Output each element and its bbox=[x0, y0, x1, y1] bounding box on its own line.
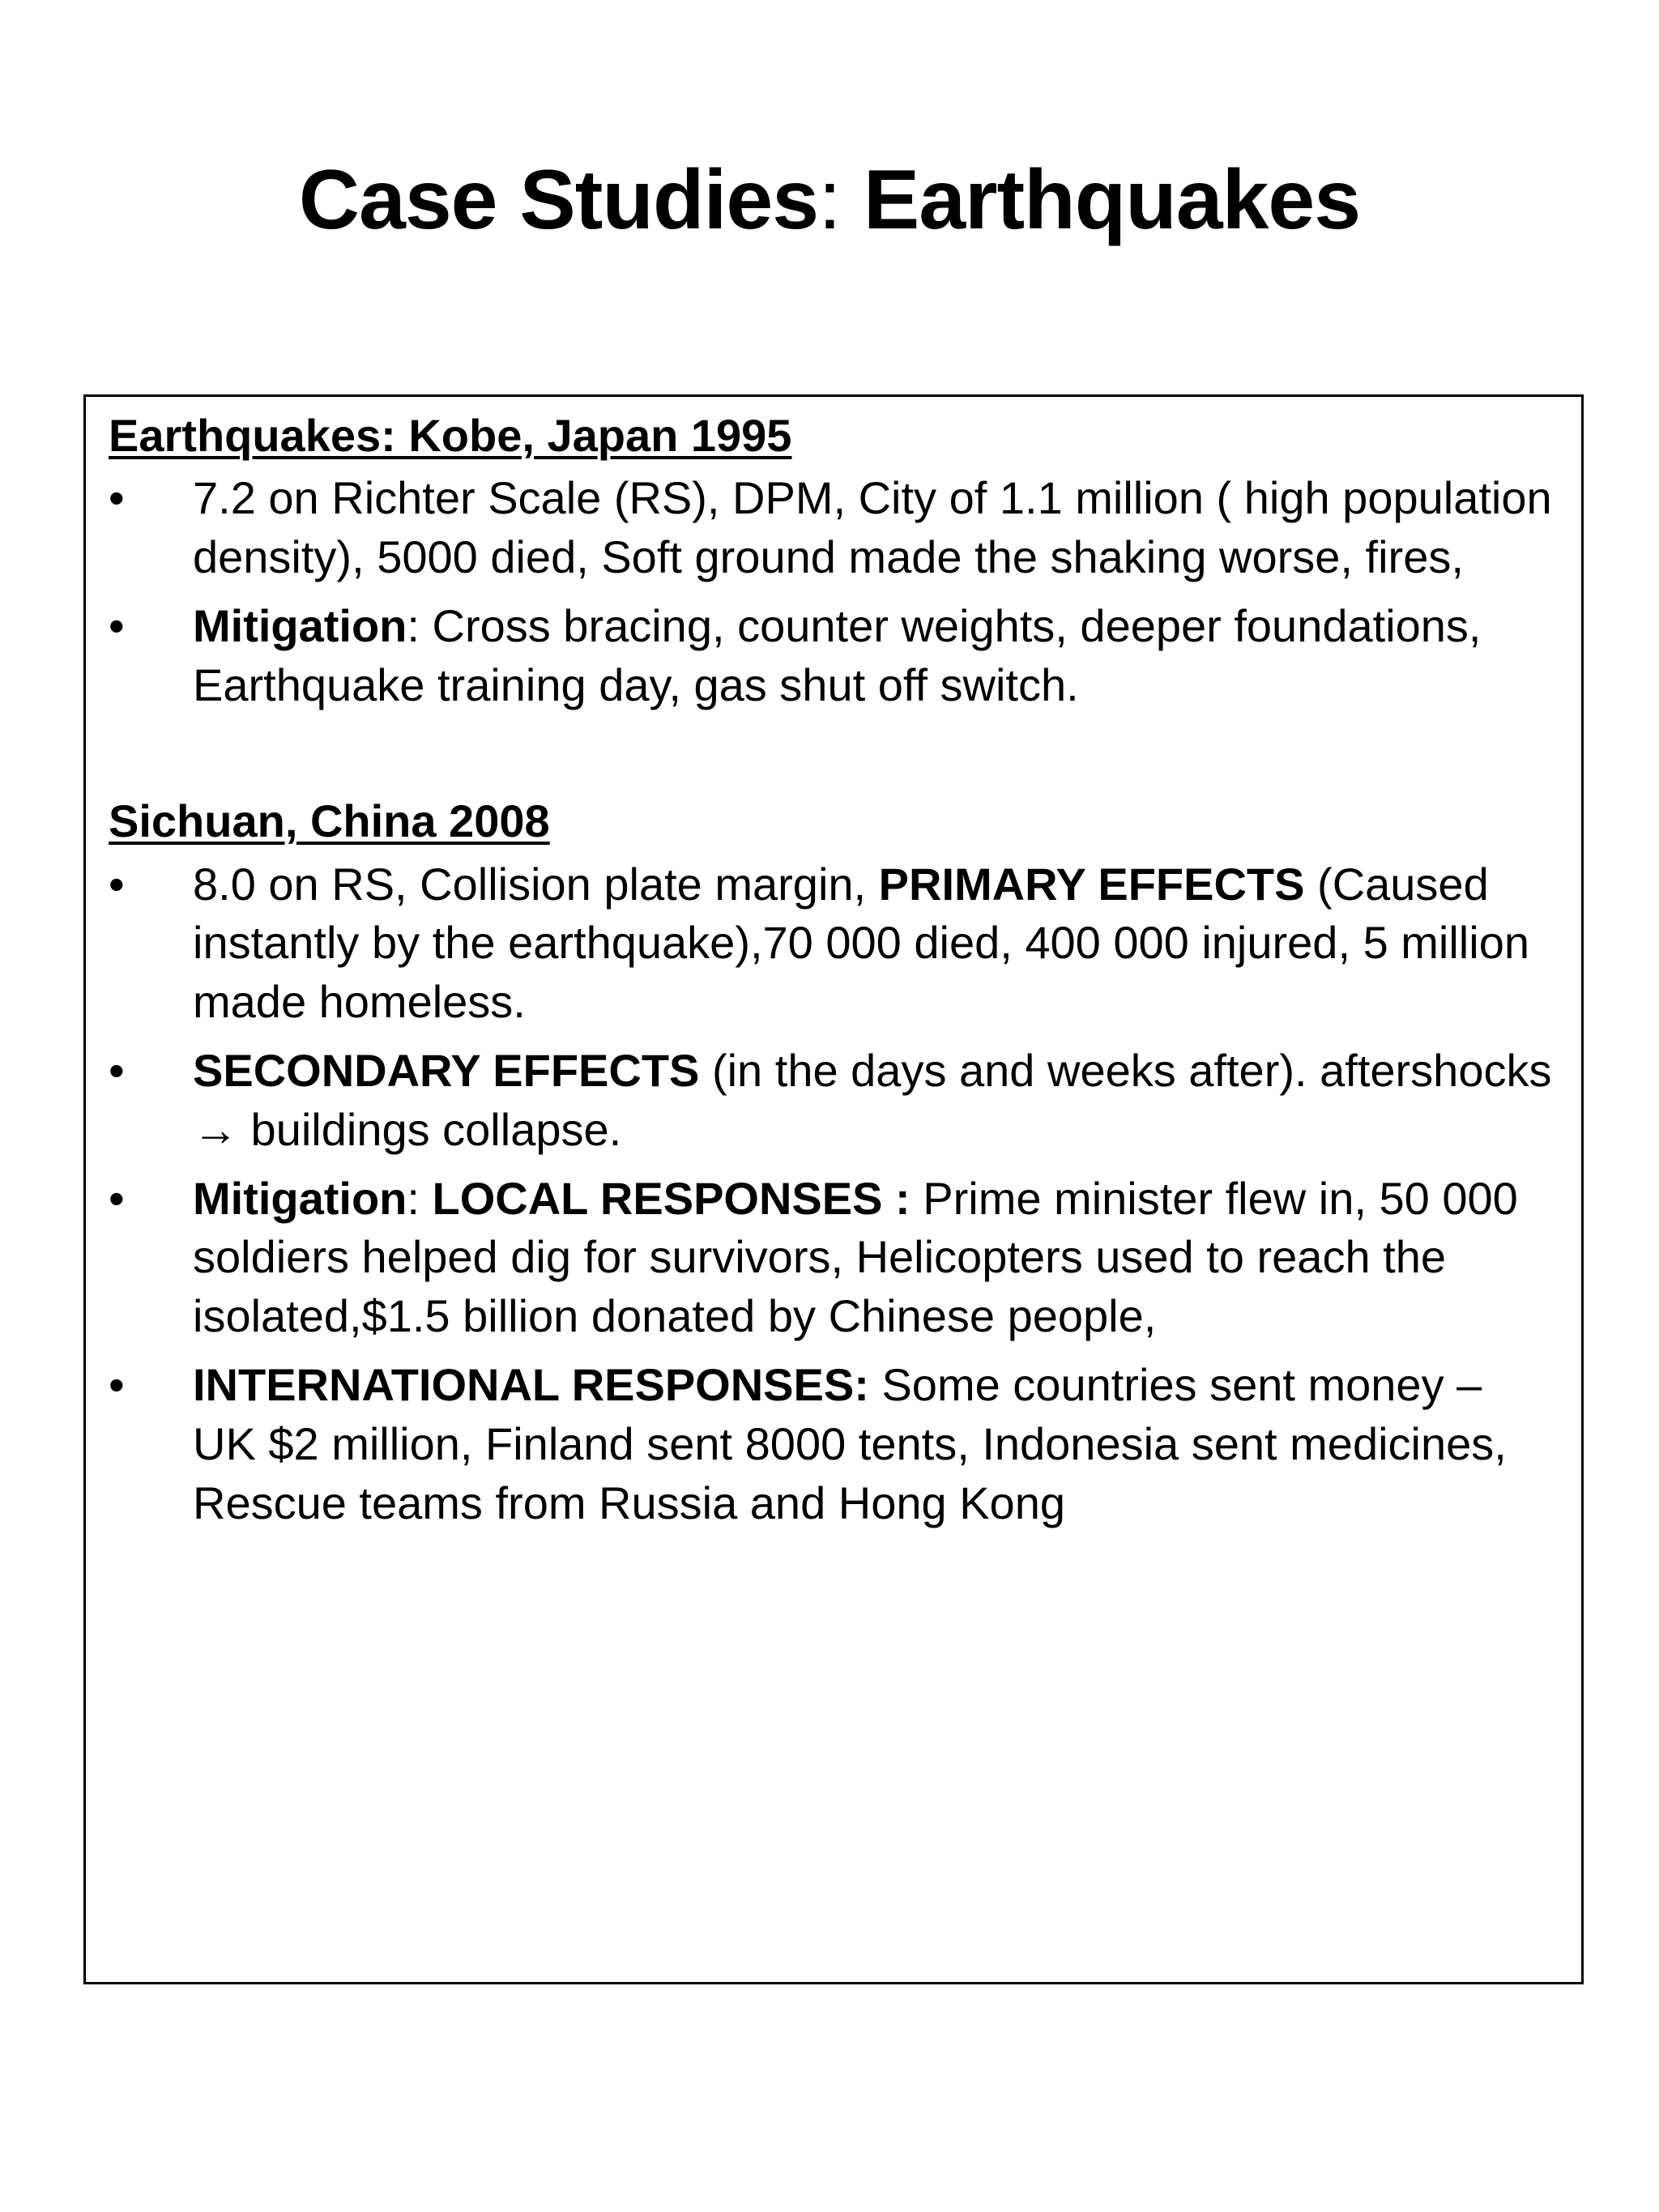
sichuan-mitigation-label: Mitigation bbox=[193, 1172, 407, 1224]
bullet-icon: • bbox=[109, 1044, 125, 1096]
kobe-facts-item bbox=[109, 469, 1557, 587]
bullet-icon: • bbox=[109, 858, 125, 910]
sichuan-primary-label: PRIMARY EFFECTS bbox=[878, 858, 1305, 910]
sichuan-local-item bbox=[109, 1170, 1557, 1346]
sichuan-local-label: LOCAL RESPONSES : bbox=[432, 1172, 911, 1224]
title-main: Case Studies bbox=[298, 152, 819, 247]
content-box bbox=[83, 394, 1584, 1984]
sichuan-secondary-end: buildings collapse. bbox=[238, 1103, 622, 1155]
kobe-mitigation-text: : Cross bracing, counter weights, deeper foundations, Earthquake training day, gas shut off switch. bbox=[193, 599, 1482, 710]
sichuan-mitigation-colon: : bbox=[407, 1172, 433, 1224]
sichuan-bullet-list bbox=[109, 855, 1557, 1533]
sichuan-international-label: INTERNATIONAL RESPONSES: bbox=[193, 1358, 869, 1410]
sichuan-primary-text: (Caused instantly by the earthquake),70 000 died, 400 000 injured, 5 million made homeless. bbox=[193, 858, 1529, 1028]
slide-title bbox=[0, 154, 1659, 246]
sichuan-international-item bbox=[109, 1356, 1557, 1532]
sichuan-primary-item bbox=[109, 855, 1557, 1032]
bullet-icon: • bbox=[109, 599, 125, 651]
sichuan-secondary-text: (in the days and weeks after). aftershocks bbox=[699, 1044, 1552, 1096]
sichuan-secondary-label: SECONDARY EFFECTS bbox=[193, 1044, 700, 1096]
kobe-bullet-list bbox=[109, 469, 1557, 714]
sichuan-local-text: Prime minister flew in, 50 000 soldiers helped dig for survivors, Helicopters used to reach the isolated,$1.5 billion donated by Chinese people, bbox=[193, 1172, 1518, 1342]
arrow-right-icon: → bbox=[193, 1103, 238, 1155]
kobe-mitigation-label: Mitigation bbox=[193, 599, 407, 651]
sichuan-secondary-item bbox=[109, 1042, 1557, 1160]
title-sub: Earthquakes bbox=[840, 152, 1361, 247]
title-colon: : bbox=[818, 152, 841, 247]
bullet-icon: • bbox=[109, 1172, 125, 1224]
bullet-icon: • bbox=[109, 1358, 125, 1410]
sichuan-primary-pre: 8.0 on RS, Collision plate margin, bbox=[193, 858, 879, 910]
kobe-heading: Earthquakes: Kobe, Japan 1995 bbox=[109, 410, 792, 461]
kobe-mitigation-item bbox=[109, 597, 1557, 715]
bullet-icon: • bbox=[109, 472, 125, 524]
sichuan-heading: Sichuan, China 2008 bbox=[109, 795, 550, 847]
kobe-facts-text: 7.2 on Richter Scale (RS), DPM, City of 1.1 million ( high population density), 5000 died, Soft ground made the shaking worse, fires, bbox=[193, 472, 1552, 582]
sichuan-international-text: Some countries sent money – UK $2 million, Finland sent 8000 tents, Indonesia sent medicines, Rescue teams from Russia and Hong Kong bbox=[193, 1358, 1507, 1528]
